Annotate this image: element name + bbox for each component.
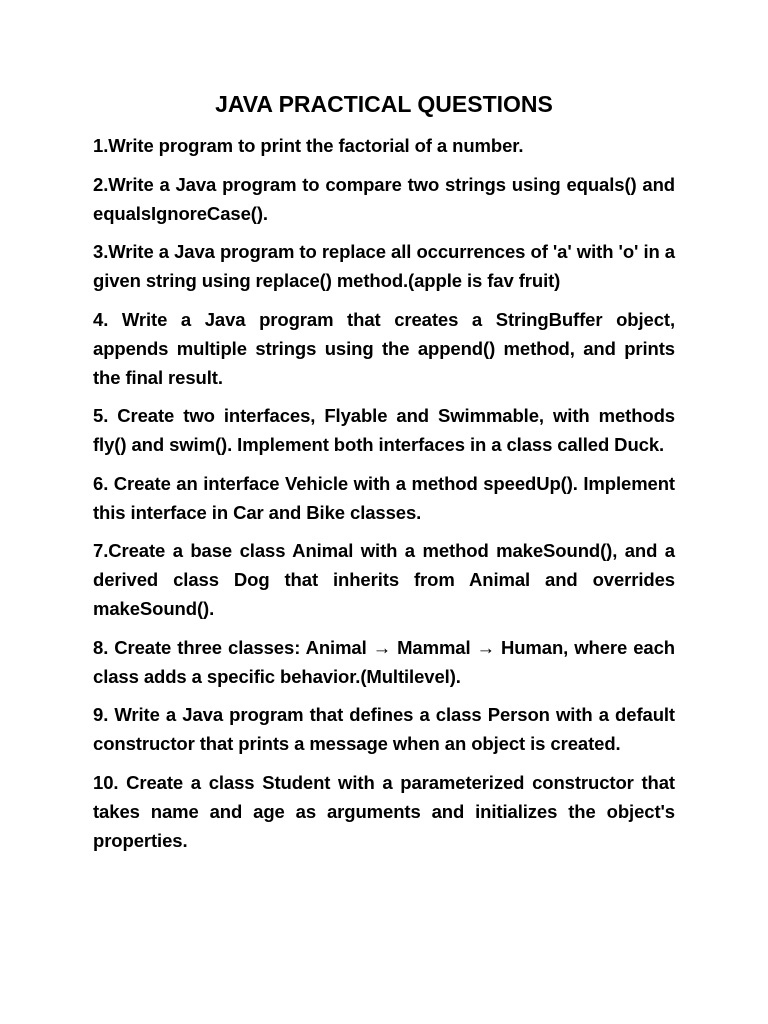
question-item-2: 2.Write a Java program to compare two strings using equals() and equalsIgnoreCase(). [93,173,675,224]
question-item-9: 9. Write a Java program that defines a class Person with a default constructor that prints a message when an object is created. [93,704,675,754]
page-title: JAVA PRACTICAL QUESTIONS [215,91,553,117]
question-item-10: 10. Create a class Student with a parameterized constructor that takes name and age as arguments and initializes the object's properties. [93,771,675,851]
question-item-5: 5. Create two interfaces, Flyable and Swimmable, with methods fly() and swim(). Implement both interfaces in a class called Duck. [93,405,675,455]
question-item-3: 3.Write a Java program to replace all occurrences of 'a' with 'o' in a given string using replace() method.(apple is fav fruit) [93,241,675,291]
question-item-7: 7.Create a base class Animal with a method makeSound(), and a derived class Dog that inherits from Animal and overrides makeSound(). [93,540,675,619]
question-item-6: 6. Create an interface Vehicle with a method speedUp(). Implement this interface in Car and Bike classes. [93,472,675,523]
question-list [93,131,675,864]
question-item-1: 1.Write program to print the factorial of a number. [93,135,524,156]
question-item-4: 4. Write a Java program that creates a StringBuffer object, appends multiple strings using the append() method, and prints the final result. [93,308,675,388]
question-item-8: 8. Create three classes: Animal → Mammal → Human, where each class adds a specific behavior.(Multilevel). [93,636,675,687]
